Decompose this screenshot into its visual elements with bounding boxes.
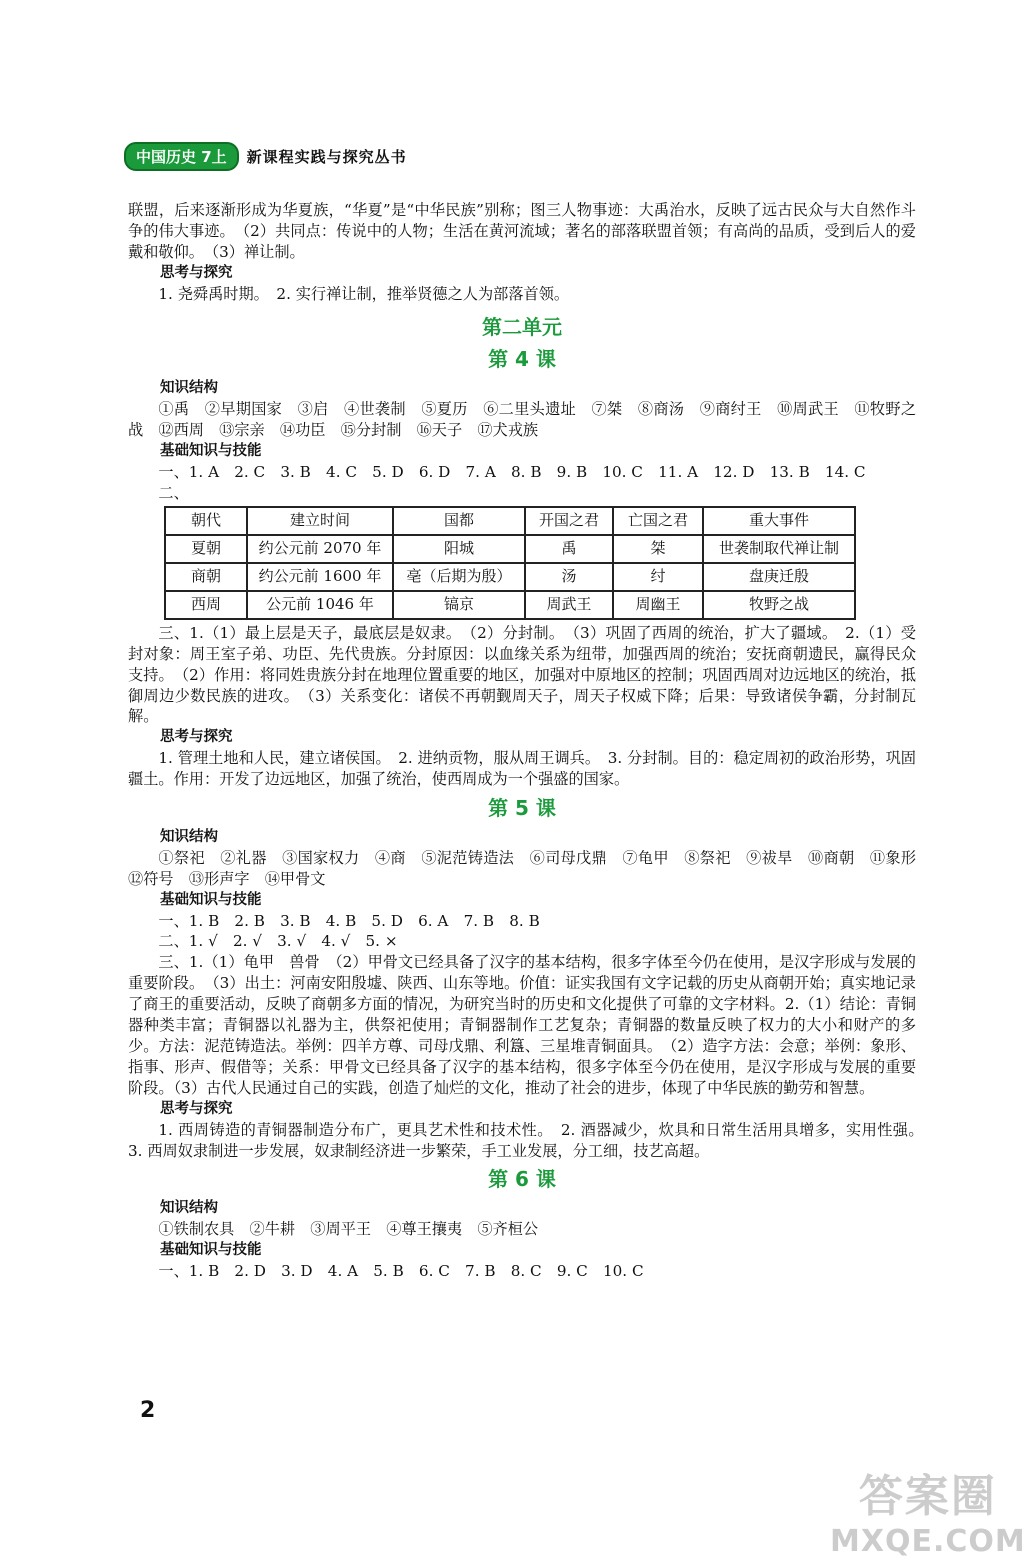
table-header-cell: 朝代 [165,507,247,535]
page-content [128,200,932,1282]
table-cell: 纣 [613,563,703,591]
page-header [124,142,407,171]
lesson5-structure: ①祭祀 ②礼器 ③国家权力 ④商 ⑤泥范铸造法 ⑥司母戊鼎 ⑦龟甲 ⑧祭祀 ⑨祓旱 ⑩商朝 ⑪象形 ⑫符号 ⑬形声字 ⑭甲骨文 [128,848,932,888]
lesson4-part2-label: 二、 [158,483,189,502]
table-cell: 镐京 [393,591,525,619]
watermark-url: MXQE.COM [830,1524,1026,1559]
table-cell: 汤 [525,563,613,591]
table-cell: 周武王 [525,591,613,619]
table-cell: 阳城 [393,535,525,563]
table-cell: 亳（后期为殷） [393,563,525,591]
table-cell: 公元前 1046 年 [247,591,393,619]
table-cell: 商朝 [165,563,247,591]
lesson4-structure: ①禹 ②早期国家 ③启 ④世袭制 ⑤夏历 ⑥二里头遗址 ⑦桀 ⑧商汤 ⑨商纣王 ⑩周武王 ⑪牧野之战 ⑫西周 ⑬宗亲 ⑭功臣 ⑮分封制 ⑯天子 ⑰犬戎族 [128,400,916,440]
table-cell: 约公元前 1600 年 [247,563,393,591]
lesson6-basic-heading: 基础知识与技能 [160,1242,262,1259]
lesson5-title: 第 5 课 [488,796,556,821]
lesson5-think: 1. 西周铸造的青铜器制造分布广，更具艺术性和技术性。 2. 酒器减少，炊具和日常生活用具增多，实用性强。 3. 西周奴隶制进一步发展，奴隶制经济进一步繁荣，手工业发展，分工细，技艺高超。 [128,1120,932,1160]
table-header-cell: 开国之君 [525,507,613,535]
book-title-badge: 中国历史 7上 [124,142,239,171]
table-cell: 西周 [165,591,247,619]
lesson6-part1: 一、1. B 2. D 3. D 4. A 5. B 6. C 7. B 8. C 9. C 10. C [158,1262,644,1281]
intro-paragraph: 联盟，后来逐渐形成为华夏族，“华夏”是“中华民族”别称；图三人物事迹：大禹治水，反映了远古民众与大自然作斗争的伟大事迹。 （2）共同点：传说中的人物；生活在黄河流域；著名的部落联盟首领；有高尚的品质，受到后人的爱戴和敬仰。 （3）禅让制。 [128,201,916,261]
table-cell: 禹 [525,535,613,563]
table-cell: 桀 [613,535,703,563]
table-header-cell: 建立时间 [247,507,393,535]
table-row [165,563,855,591]
lesson5-part2: 二、1. √ 2. √ 3. √ 4. √ 5. × [158,932,398,951]
table-cell: 世袭制取代禅让制 [703,535,855,563]
lesson5-part3: 三、1.（1）龟甲 兽骨 （2）甲骨文已经具备了汉字的基本结构，很多字体至今仍在使用，是汉字形成与发展的重要阶段。 （3）出土：河南安阳殷墟、陕西、山东等地。价值：证实我国有文字记载的历史从商朝开始；真实地记录了商王的重要活动，反映了商朝多方面的情况，为研究当时的历史和文化提供了可靠的文字材料。2.（1）结论：青铜器种类丰富；青铜器以礼器为主，供祭祀使用；青铜器制作工艺复杂；青铜器的数量反映了权力的大小和财产的多少。方法：泥范铸造法。举例：四羊方尊、司母戊鼎、利簋、三星堆青铜面具。 （2）造字方法：会意；举例：象形、指事、形声、假借等；关系：甲骨文已经具备了汉字的基本结构，很多字体至今仍在使用，是汉字形成与发展的重要阶段。（3）古代人民通过自己的实践，创造了灿烂的文化，推动了社会的进步，体现了中华民族的勤劳和智慧。 [128,953,916,1097]
table-header-cell: 亡国之君 [613,507,703,535]
table-cell: 夏朝 [165,535,247,563]
watermark-cn: 答案圈 [858,1471,997,1522]
lesson5-part1: 一、1. B 2. B 3. B 4. B 5. D 6. A 7. B 8. B [158,911,540,930]
table-cell: 周幽王 [613,591,703,619]
lesson4-think-heading: 思考与探究 [160,729,233,746]
unit-title: 第二单元 [482,314,562,339]
lesson5-basic-heading: 基础知识与技能 [160,891,262,908]
table-cell: 盘庚迁殷 [703,563,855,591]
lesson6-structure: ①铁制农具 ②牛耕 ③周平王 ④尊王攘夷 ⑤齐桓公 [158,1220,539,1239]
table-cell: 牧野之战 [703,591,855,619]
table-cell: 约公元前 2070 年 [247,535,393,563]
lesson4-title: 第 4 课 [488,347,556,372]
lesson5-think-heading: 思考与探究 [160,1100,233,1117]
lesson6-title: 第 6 课 [488,1167,556,1192]
series-title: 新课程实践与探究丛书 [246,148,407,166]
lesson4-think: 1. 管理土地和人民，建立诸侯国。 2. 进纳贡物，服从周王调兵。 3. 分封制。目的：稳定周初的政治形势，巩固疆土。作用：开发了边远地区，加强了统治，使西周成为一个强盛的国家。 [128,749,916,789]
page-number: 2 [140,1398,156,1423]
table-row [165,535,855,563]
lesson4-part3: 三、1.（1）最上层是天子，最底层是奴隶。 （2）分封制。 （3）巩固了西周的统治，扩大了疆域。 2.（1）受封对象：周王室子弟、功臣、先代贵族。分封原因：以血缘关系为纽带，加强西周的统治；安抚商朝遗民，赢得民众支持。 （2）作用：将同姓贵族分封在地理位置重要的地区，加强对中原地区的控制；巩固西周对边远地区的统治，抵御周边少数民族的进攻。 （3）关系变化：诸侯不再朝觐周天子，周天子权威下降；后果：导致诸侯争霸，分封制瓦解。 [128,623,916,726]
table-header-cell: 国都 [393,507,525,535]
watermark-logo [830,1460,1026,1559]
dynasty-table [164,506,856,620]
lesson6-structure-heading: 知识结构 [160,1200,218,1217]
intro-think-heading: 思考与探究 [160,264,233,281]
lesson5-structure-heading: 知识结构 [160,828,218,845]
lesson4-part1: 一、1. A 2. C 3. B 4. C 5. D 6. D 7. A 8. B 9. B 10. C 11. A 12. D 13. B 14. C [158,462,866,481]
intro-think-text: 1. 尧舜禹时期。 2. 实行禅让制，推举贤德之人为部落首领。 [158,284,570,303]
lesson4-basic-heading: 基础知识与技能 [160,443,262,460]
table-header-row [165,507,855,535]
table-row [165,591,855,619]
table-header-cell: 重大事件 [703,507,855,535]
lesson4-structure-heading: 知识结构 [160,380,218,397]
